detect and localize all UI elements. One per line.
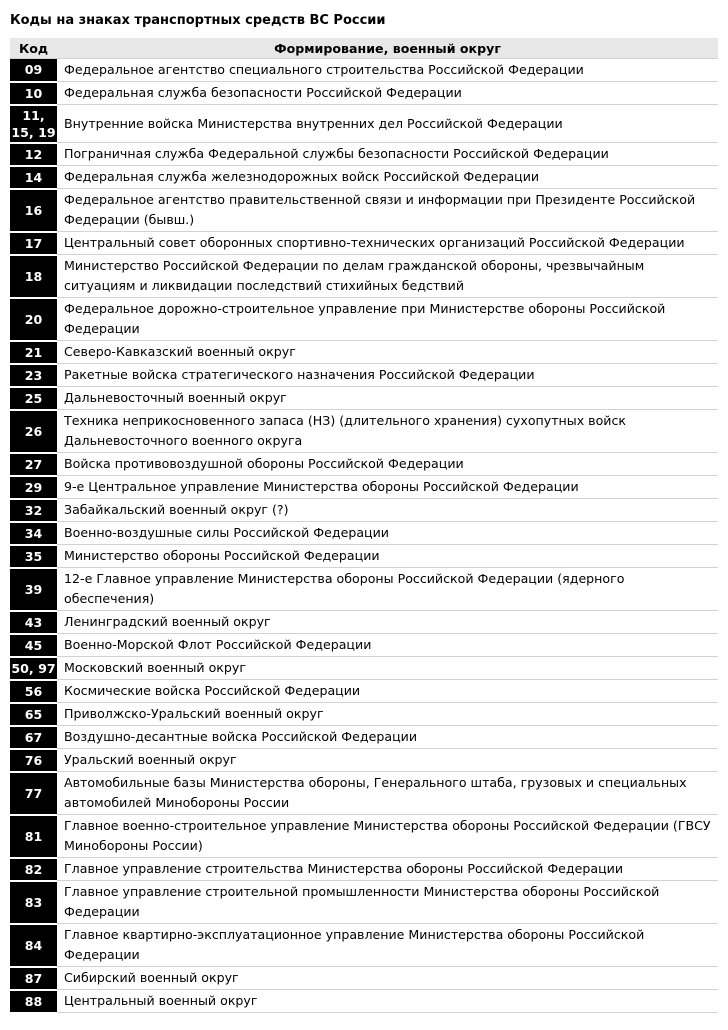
name-cell: Центральный военный округ <box>57 990 718 1013</box>
table-row <box>10 522 718 545</box>
code-cell: 77 <box>10 772 57 815</box>
name-cell: Федеральное агентство правительственной связи и информации при Президенте Российской Федерации (бывш.) <box>57 189 718 232</box>
table-row <box>10 298 718 341</box>
table-row <box>10 568 718 611</box>
name-cell: Федеральное дорожно-строительное управление при Министерстве обороны Российской Федерации <box>57 298 718 341</box>
table-row <box>10 476 718 499</box>
name-cell: Сибирский военный округ <box>57 967 718 990</box>
name-cell: Военно-Морской Флот Российской Федерации <box>57 634 718 657</box>
name-cell: 9-е Центральное управление Министерства обороны Российской Федерации <box>57 476 718 499</box>
name-cell: Федеральная служба железнодорожных войск Российской Федерации <box>57 166 718 189</box>
code-cell: 76 <box>10 749 57 772</box>
code-cell: 35 <box>10 545 57 568</box>
name-cell: Главное управление строительной промышленности Министерства обороны Российской Федерации <box>57 881 718 924</box>
code-cell: 81 <box>10 815 57 858</box>
code-cell: 83 <box>10 881 57 924</box>
name-cell: Министерство Российской Федерации по делам гражданской обороны, чрезвычайным ситуациям и ликвидации последствий стихийных бедствий <box>57 255 718 298</box>
name-cell: 12-е Главное управление Министерства обороны Российской Федерации (ядерного обеспечения) <box>57 568 718 611</box>
table-row <box>10 726 718 749</box>
name-cell: Ракетные войска стратегического назначения Российской Федерации <box>57 364 718 387</box>
name-cell: Северо-Кавказский военный округ <box>57 341 718 364</box>
table-row <box>10 189 718 232</box>
code-cell: 21 <box>10 341 57 364</box>
code-cell: 26 <box>10 410 57 453</box>
code-cell: 25 <box>10 387 57 410</box>
name-cell: Забайкальский военный округ (?) <box>57 499 718 522</box>
name-cell: Приволжско-Уральский военный округ <box>57 703 718 726</box>
column-header-name: Формирование, военный округ <box>57 38 718 59</box>
codes-table <box>10 38 718 1014</box>
name-cell: Центральный совет оборонных спортивно-технических организаций Российской Федерации <box>57 232 718 255</box>
name-cell: Воздушно-десантные войска Российской Федерации <box>57 726 718 749</box>
code-cell: 12 <box>10 143 57 166</box>
code-cell: 23 <box>10 364 57 387</box>
code-cell: 65 <box>10 703 57 726</box>
name-cell: Главное квартирно-эксплуатационное управление Министерства обороны Российской Федерации <box>57 924 718 967</box>
table-row <box>10 143 718 166</box>
name-cell: Ленинградский военный округ <box>57 611 718 634</box>
table-row <box>10 364 718 387</box>
column-header-code: Код <box>10 38 57 59</box>
table-row <box>10 657 718 680</box>
name-cell: Автомобильные базы Министерства обороны, Генерального штаба, грузовых и специальных автомобилей Минобороны России <box>57 772 718 815</box>
table-row <box>10 166 718 189</box>
code-cell: 84 <box>10 924 57 967</box>
code-cell: 45 <box>10 634 57 657</box>
name-cell: Техника неприкосновенного запаса (НЗ) (длительного хранения) сухопутных войск Дальневосточного военного округа <box>57 410 718 453</box>
code-cell: 82 <box>10 858 57 881</box>
name-cell: Главное военно-строительное управление Министерства обороны Российской Федерации (ГВСУ Минобороны России) <box>57 815 718 858</box>
table-body <box>10 59 718 1013</box>
table-row <box>10 341 718 364</box>
code-cell: 29 <box>10 476 57 499</box>
table-row <box>10 703 718 726</box>
code-cell: 18 <box>10 255 57 298</box>
code-cell: 34 <box>10 522 57 545</box>
name-cell: Федеральное агентство специального строительства Российской Федерации <box>57 59 718 82</box>
name-cell: Уральский военный округ <box>57 749 718 772</box>
table-header-row <box>10 38 718 59</box>
table-row <box>10 232 718 255</box>
table-row <box>10 680 718 703</box>
name-cell: Главное управление строительства Министерства обороны Российской Федерации <box>57 858 718 881</box>
code-cell: 17 <box>10 232 57 255</box>
table-row <box>10 924 718 967</box>
code-cell: 87 <box>10 967 57 990</box>
name-cell: Войска противовоздушной обороны Российской Федерации <box>57 453 718 476</box>
table-row <box>10 611 718 634</box>
code-cell: 10 <box>10 82 57 105</box>
table-row <box>10 858 718 881</box>
table-row <box>10 82 718 105</box>
code-cell: 50, 97 <box>10 657 57 680</box>
name-cell: Министерство обороны Российской Федерации <box>57 545 718 568</box>
code-cell: 14 <box>10 166 57 189</box>
name-cell: Федеральная служба безопасности Российской Федерации <box>57 82 718 105</box>
code-cell: 27 <box>10 453 57 476</box>
code-cell: 67 <box>10 726 57 749</box>
code-cell: 16 <box>10 189 57 232</box>
name-cell: Московский военный округ <box>57 657 718 680</box>
table-row <box>10 967 718 990</box>
code-cell: 09 <box>10 59 57 82</box>
code-cell: 39 <box>10 568 57 611</box>
code-cell: 88 <box>10 990 57 1013</box>
table-row <box>10 634 718 657</box>
table-row <box>10 105 718 143</box>
table-row <box>10 255 718 298</box>
table-row <box>10 815 718 858</box>
name-cell: Внутренние войска Министерства внутренних дел Российской Федерации <box>57 105 718 143</box>
table-row <box>10 59 718 82</box>
table-row <box>10 453 718 476</box>
table-row <box>10 499 718 522</box>
table-row <box>10 410 718 453</box>
code-cell: 11, 15, 19 <box>10 105 57 143</box>
table-row <box>10 772 718 815</box>
table-row <box>10 881 718 924</box>
name-cell: Пограничная служба Федеральной службы безопасности Российской Федерации <box>57 143 718 166</box>
table-row <box>10 990 718 1013</box>
table-row <box>10 749 718 772</box>
name-cell: Космические войска Российской Федерации <box>57 680 718 703</box>
table-row <box>10 545 718 568</box>
table-row <box>10 387 718 410</box>
code-cell: 32 <box>10 499 57 522</box>
page-title: Коды на знаках транспортных средств ВС России <box>10 13 386 28</box>
code-cell: 20 <box>10 298 57 341</box>
name-cell: Военно-воздушные силы Российской Федерации <box>57 522 718 545</box>
code-cell: 56 <box>10 680 57 703</box>
code-cell: 43 <box>10 611 57 634</box>
name-cell: Дальневосточный военный округ <box>57 387 718 410</box>
